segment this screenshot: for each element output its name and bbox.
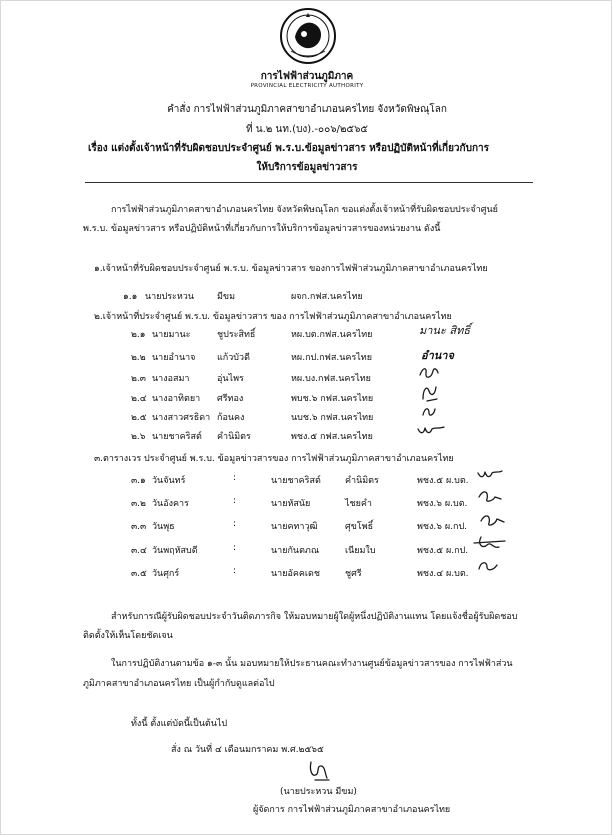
- row-position: พชง.๖ ผ.กป.: [417, 522, 468, 532]
- signature-mark: [475, 487, 505, 505]
- row-last-name: ศรีทอง: [217, 394, 244, 404]
- row-position: พชง.๕ กฟส.นครไทย: [291, 432, 373, 442]
- row-last-name: อุ่นไพร: [217, 374, 244, 384]
- order-date: สั่ง ณ วันที่ ๔ เดือนมกราคม พ.ศ.๒๕๖๕: [171, 745, 324, 755]
- section3-heading: ๓.ตารางเวร ประจำศูนย์ พ.ร.บ. ข้อมูลข่าวสารของ การไฟฟ้าส่วนภูมิภาคสาขาอำเภอนครไทย: [94, 454, 454, 464]
- signature-mark: [477, 509, 507, 529]
- order-title: คำสั่ง การไฟฟ้าส่วนภูมิภาคสาขาอำเภอนครไทย จังหวัดพิษณุโลก: [167, 104, 447, 115]
- intro-line-2: พ.ร.บ. ข้อมูลข่าวสาร หรือปฏิบัติหน้าที่เกี่ยวกับการให้บริการข้อมูลข่าวสารของหน่วยงาน ดังนี้: [83, 224, 441, 234]
- delegate-line-1: สำหรับการณีผู้รับผิดชอบประจำวันติดภารกิจ ให้มอบหมายผู้ใดผู้หนึ่งปฏิบัติงานแทน โดยแจ้งชื่อผู้รับผิดชอบ: [111, 612, 518, 622]
- row-last-name: ศุขโพธิ์: [345, 522, 374, 532]
- row-first-name: นายอัคคเดช: [271, 569, 320, 579]
- section2-heading: ๒.เจ้าหน้าที่ประจำศูนย์ พ.ร.บ. ข้อมูลข่าวสาร ของ การไฟฟ้าส่วนภูมิภาคสาขาอำเภอนครไทย: [94, 312, 452, 322]
- effective-statement: ทั้งนี้ ตั้งแต่บัดนี้เป็นต้นไป: [131, 719, 228, 729]
- pea-seal-logo: [279, 7, 337, 65]
- supervisor-line-2: ภูมิภาคสาขาอำเภอนครไทย เป็นผู้กำกับดูแลต่อไป: [83, 679, 275, 689]
- row-number: ๒.๓: [131, 374, 146, 384]
- row-day: วันจันทร์: [152, 476, 186, 486]
- row-number: ๓.๒: [131, 499, 146, 509]
- row-number: ๒.๒: [131, 353, 146, 363]
- row-last-name: ชูศรี: [345, 569, 362, 579]
- intro-line-1: การไฟฟ้าส่วนภูมิภาคสาขาอำเภอนครไทย จังหวัดพิษณุโลก ขอแต่งตั้งเจ้าหน้าที่รับผิดชอบประจำศูนย์: [111, 205, 498, 215]
- signature-mark: [419, 401, 439, 421]
- row-last-name: เนียมใบ: [345, 546, 376, 556]
- subject-line-2: ให้บริการข้อมูลข่าวสาร: [256, 162, 358, 173]
- row-last-name: แก้วบัวดี: [217, 353, 250, 363]
- row-number: ๓.๓: [131, 522, 147, 532]
- row-position: หผ.บง.กฟส.นครไทย: [291, 374, 371, 384]
- row-first-name: นายชาคริสต์: [152, 432, 202, 442]
- row-separator: :: [233, 566, 237, 576]
- subject-line-1: เรื่อง แต่งตั้งเจ้าหน้าที่รับผิดชอบประจำศูนย์ พ.ร.บ.ข้อมูลข่าวสาร หรือปฏิบัติหน้าที่เกี่ยวกับการ: [88, 143, 489, 154]
- order-number: ที่ น.๒ นท.(บง).-๐๐๖/๒๕๖๕: [246, 124, 368, 135]
- row-number: ๒.๑: [131, 330, 146, 340]
- row-position: นบช.๖ กฟส.นครไทย: [291, 413, 374, 423]
- row-number: ๑.๑: [123, 292, 138, 302]
- row-day: วันศุกร์: [152, 569, 180, 579]
- row-first-name: นางสาวศรธิดา: [152, 413, 211, 423]
- row-number: ๓.๔: [131, 546, 147, 556]
- row-first-name: นายมานะ: [152, 330, 191, 340]
- signer-title: ผู้จัดการ การไฟฟ้าส่วนภูมิภาคสาขาอำเภอนครไทย: [253, 805, 451, 815]
- row-position: พชง.๕ ผ.กป.: [417, 546, 469, 556]
- logo-text-thai: การไฟฟ้าส่วนภูมิภาค: [260, 71, 354, 82]
- row-first-name: นายหัสนัย: [271, 499, 311, 509]
- row-first-name: นางอาทิตยา: [152, 394, 201, 404]
- logo-text-english: PROVINCIAL ELECTRICITY AUTHORITY: [250, 83, 364, 89]
- row-last-name: คำนิมิตร: [345, 476, 379, 486]
- header-divider: [85, 182, 533, 183]
- row-last-name: ก้อนคง: [217, 413, 245, 423]
- supervisor-line-1: ในการปฏิบัติงานตามข้อ ๑-๓ นั้น มอบหมายให้ประธานคณะทำงานศูนย์ข้อมูลข่าวสารของ การไฟฟ้าส่วน: [111, 659, 513, 669]
- row-last-name: ไชยคำ: [345, 499, 372, 509]
- row-last-name: มีขม: [217, 292, 236, 302]
- row-number: ๓.๕: [131, 569, 147, 579]
- section1-heading: ๑.เจ้าหน้าที่รับผิดชอบประจำศูนย์ พ.ร.บ. ข้อมูลข่าวสาร ของการไฟฟ้าส่วนภูมิภาคสาขาอำเภอนครไทย: [94, 264, 488, 274]
- handwritten-signature: อำนาจ: [421, 349, 454, 362]
- row-separator: :: [233, 496, 237, 506]
- signature-mark: [417, 363, 441, 383]
- row-first-name: นายอำนาจ: [152, 353, 196, 363]
- row-position: พชง.๔ ผ.บต.: [417, 569, 469, 579]
- row-first-name: นายกันตภณ: [271, 546, 320, 556]
- row-position: ผจก.กฟส.นครไทย: [291, 292, 363, 302]
- row-number: ๓.๑: [131, 476, 146, 486]
- row-number: ๒.๔: [131, 394, 147, 404]
- row-separator: :: [233, 543, 237, 553]
- row-separator: :: [233, 519, 237, 529]
- row-last-name: คำนิมิตร: [217, 432, 251, 442]
- row-first-name: นายชาคริสต์: [271, 476, 321, 486]
- row-separator: :: [233, 473, 237, 483]
- row-first-name: นายประหวน: [145, 292, 194, 302]
- signature-mark: [475, 557, 503, 575]
- signer-name: (นายประหวน มีขม): [280, 787, 357, 797]
- row-position: พชง.๖ ผ.บต.: [417, 499, 468, 509]
- row-day: วันพุธ: [152, 522, 175, 532]
- row-position: หผ.กป.กฟส.นครไทย: [291, 353, 373, 363]
- row-number: ๒.๖: [131, 432, 146, 442]
- row-first-name: นายคทาวุฒิ: [271, 522, 318, 532]
- row-position: พบช.๖ กฟส.นครไทย: [291, 394, 374, 404]
- signature-mark: [471, 533, 509, 553]
- delegate-line-2: ติดตั้งให้เห็นโดยชัดเจน: [83, 631, 173, 641]
- manager-signature: [305, 758, 335, 784]
- row-position: หผ.บต.กฟส.นครไทย: [291, 330, 373, 340]
- row-number: ๒.๕: [131, 413, 147, 423]
- row-position: พชง.๕ ผ.บต.: [417, 476, 469, 486]
- row-first-name: นางอสมา: [152, 374, 190, 384]
- row-day: วันอังคาร: [152, 499, 189, 509]
- row-last-name: ชูประสิทธิ์: [217, 330, 256, 340]
- signature-mark: [415, 421, 447, 439]
- handwritten-signature: มานะ สิทธิ์: [419, 324, 471, 337]
- signature-mark: [475, 465, 505, 483]
- row-day: วันพฤหัสบดี: [152, 546, 198, 556]
